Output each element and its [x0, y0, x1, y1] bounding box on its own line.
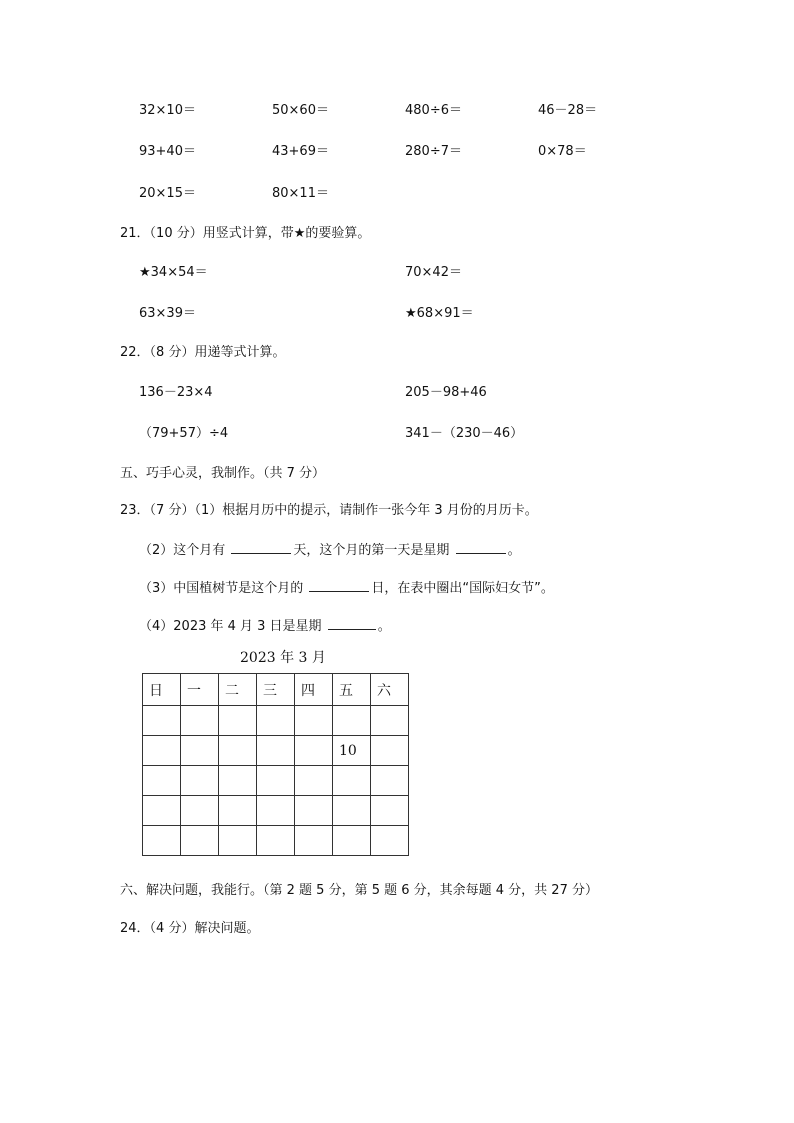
answer-blank[interactable]: [328, 617, 376, 630]
calendar-title: 2023 年 3 月: [240, 650, 326, 666]
calendar-cell[interactable]: [257, 706, 295, 736]
calendar-cell[interactable]: [295, 736, 333, 766]
math-item: 32×10＝: [139, 103, 196, 118]
calendar-cell[interactable]: [295, 826, 333, 856]
calendar-cell[interactable]: [371, 706, 409, 736]
calendar-cell[interactable]: [143, 796, 181, 826]
section-6-heading: 六、解决问题，我能行。（第 2 题 5 分，第 5 题 6 分，其余每题 4 分，共 27 分）: [120, 883, 598, 898]
calendar-week-row: [143, 826, 409, 856]
math-item: 93+40＝: [139, 144, 196, 159]
math-item: 20×15＝: [139, 186, 196, 201]
q22-item: 205－98+46: [405, 385, 487, 400]
weekday-header: 日: [143, 674, 181, 706]
weekday-header: 三: [257, 674, 295, 706]
q23-part-2: [139, 541, 521, 559]
math-item: 0×78＝: [538, 144, 587, 159]
weekday-header: 六: [371, 674, 409, 706]
calendar-week-row: [143, 736, 409, 766]
q23-part-4-text-a: （4）2023 年 4 月 3 日是星期: [139, 619, 322, 634]
calendar-cell[interactable]: [181, 796, 219, 826]
calendar-cell[interactable]: [257, 736, 295, 766]
calendar-cell[interactable]: [295, 766, 333, 796]
q22-item: （79+57）÷4: [139, 426, 229, 441]
calendar-cell[interactable]: [219, 826, 257, 856]
calendar-cell[interactable]: [143, 706, 181, 736]
calendar-cell[interactable]: [181, 706, 219, 736]
q21-heading: 21．（10 分）用竖式计算，带★的要验算。: [120, 226, 371, 241]
calendar-table: [142, 673, 409, 856]
q22-item: 136－23×4: [139, 385, 213, 400]
calendar-week-row: [143, 706, 409, 736]
math-item: 50×60＝: [272, 103, 329, 118]
q21-item: 70×42＝: [405, 265, 462, 280]
q22-item: 341－（230－46）: [405, 426, 524, 441]
q23-part-4-text-b: 。: [377, 619, 391, 634]
calendar-cell[interactable]: [181, 736, 219, 766]
calendar-week-row: [143, 766, 409, 796]
q24-heading: 24．（4 分）解决问题。: [120, 921, 260, 936]
calendar-cell[interactable]: [219, 796, 257, 826]
calendar-cell[interactable]: [143, 736, 181, 766]
section-5-heading: 五、巧手心灵，我制作。（共 7 分）: [120, 466, 326, 481]
calendar-cell[interactable]: [333, 796, 371, 826]
calendar-cell[interactable]: [371, 826, 409, 856]
calendar-cell[interactable]: [333, 826, 371, 856]
weekday-header: 二: [219, 674, 257, 706]
calendar-cell[interactable]: [143, 826, 181, 856]
calendar-cell[interactable]: [371, 766, 409, 796]
answer-blank[interactable]: [456, 541, 506, 554]
q23-part-4: [139, 617, 391, 635]
weekday-header: 四: [295, 674, 333, 706]
calendar-cell[interactable]: [257, 796, 295, 826]
q23-part-3-text-b: 日，在表中圈出“国际妇女节”。: [371, 581, 554, 596]
calendar-weekday-row: [143, 674, 409, 706]
q21-item: 63×39＝: [139, 306, 196, 321]
calendar-cell[interactable]: [257, 826, 295, 856]
q21-item: ★68×91＝: [405, 306, 474, 321]
calendar-cell[interactable]: [181, 766, 219, 796]
calendar-cell[interactable]: [219, 736, 257, 766]
calendar-cell[interactable]: [219, 706, 257, 736]
calendar-cell[interactable]: 10: [333, 736, 371, 766]
calendar-cell[interactable]: [257, 766, 295, 796]
calendar-cell[interactable]: [371, 736, 409, 766]
q22-heading: 22．（8 分）用递等式计算。: [120, 345, 286, 360]
calendar-cell[interactable]: [295, 796, 333, 826]
math-item: 46－28＝: [538, 103, 598, 118]
q23-part-2-text-b: 天，这个月的第一天是星期: [293, 543, 450, 558]
calendar-cell[interactable]: [371, 796, 409, 826]
math-item: 280÷7＝: [405, 144, 462, 159]
q23-part-3: [139, 579, 554, 597]
calendar-cell[interactable]: [143, 766, 181, 796]
calendar-cell[interactable]: [333, 766, 371, 796]
weekday-header: 五: [333, 674, 371, 706]
weekday-header: 一: [181, 674, 219, 706]
q23-part-3-text-a: （3）中国植树节是这个月的: [139, 581, 304, 596]
math-item: 43+69＝: [272, 144, 329, 159]
calendar-cell[interactable]: [295, 706, 333, 736]
calendar-cell[interactable]: [333, 706, 371, 736]
q23-heading: 23．（7 分）（1）根据月历中的提示，请制作一张今年 3 月份的月历卡。: [120, 503, 538, 518]
q23-part-2-text-c: 。: [507, 543, 521, 558]
math-item: 480÷6＝: [405, 103, 462, 118]
calendar-week-row: [143, 796, 409, 826]
answer-blank[interactable]: [309, 579, 369, 592]
calendar-cell[interactable]: [181, 826, 219, 856]
answer-blank[interactable]: [231, 541, 291, 554]
math-item: 80×11＝: [272, 186, 329, 201]
q23-part-2-text-a: （2）这个月有: [139, 543, 226, 558]
calendar-cell[interactable]: [219, 766, 257, 796]
q21-item: ★34×54＝: [139, 265, 208, 280]
